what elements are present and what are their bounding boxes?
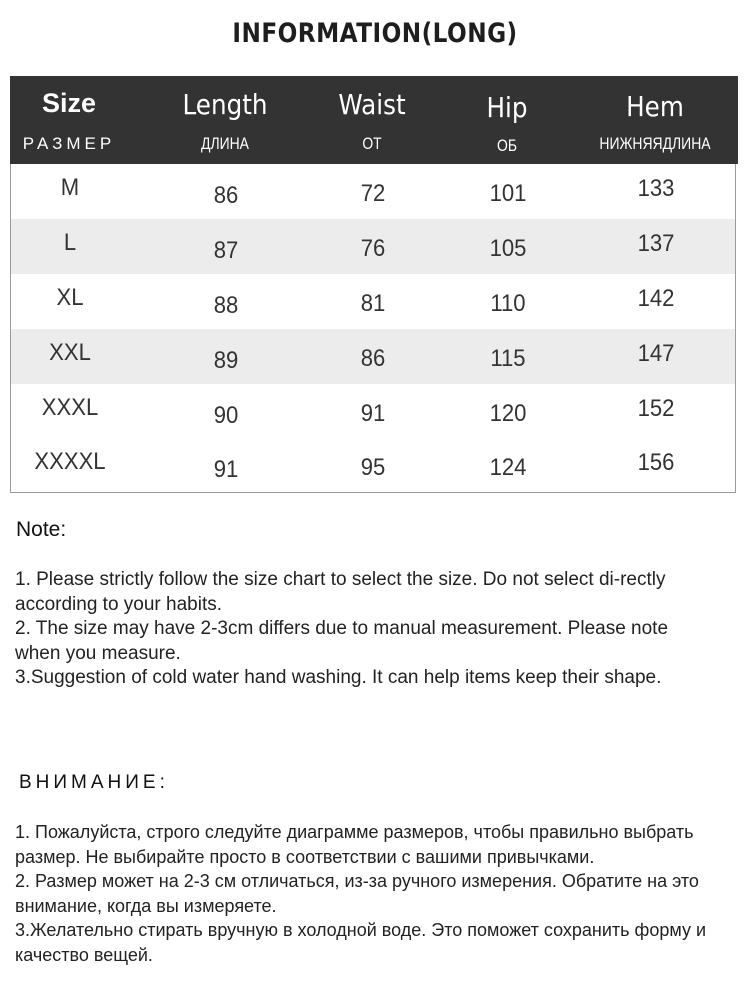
note-ru-list: [15, 820, 735, 968]
table-row: [11, 164, 735, 219]
note-list: [15, 568, 715, 691]
page-title: INFORMATION(LONG): [232, 18, 518, 49]
table-row: [11, 384, 735, 439]
cell-length: 88: [213, 292, 239, 319]
header-size-ru: РАЗМЕР: [22, 134, 116, 153]
cell-size: XXXXL: [34, 448, 106, 475]
cell-hem: 147: [637, 340, 675, 367]
cell-waist: 76: [360, 235, 386, 262]
cell-waist: 81: [360, 290, 386, 317]
cell-hip: 120: [489, 400, 527, 427]
table-row: [11, 329, 735, 384]
cell-hip: 115: [490, 345, 526, 372]
cell-hip: 110: [490, 290, 526, 317]
cell-length: 91: [213, 456, 239, 483]
cell-waist: 95: [360, 454, 386, 481]
cell-size: L: [63, 229, 77, 256]
header-length: [160, 76, 290, 164]
note-ru-heading: ВНИМАНИЕ:: [19, 772, 169, 793]
header-hem-ru: НИЖНЯЯДЛИНА: [599, 134, 711, 153]
table-row: [11, 438, 735, 493]
header-hem-en: Hem: [626, 90, 684, 123]
note-heading: Note:: [16, 518, 67, 541]
cell-hip: 124: [489, 454, 527, 481]
table-row: [11, 219, 735, 274]
header-size: [10, 76, 128, 164]
cell-size: M: [60, 174, 80, 201]
cell-size: XXL: [49, 339, 91, 366]
note-ru-item: 2. Размер может на 2-3 см отличаться, из-за ручного измерения. Обратите на это внимание, когда вы измеряете.: [15, 871, 699, 916]
note-item: 3.Suggestion of cold water hand washing. It can help items keep their shape.: [15, 667, 662, 689]
cell-length: 90: [213, 402, 239, 429]
cell-hem: 133: [637, 175, 675, 202]
cell-hip: 101: [489, 180, 527, 207]
note-ru-item: 3.Желательно стирать вручную в холодной воде. Это поможет сохранить форму и качество вещей.: [15, 920, 707, 965]
note-item: 2. The size may have 2-3cm differs due to manual measurement. Please note when you measure.: [15, 618, 669, 664]
cell-hem: 142: [637, 285, 675, 312]
cell-size: XXXL: [41, 394, 99, 421]
cell-length: 86: [213, 182, 239, 209]
header-hip-en: Hip: [486, 91, 528, 124]
note-item: 1. Please strictly follow the size chart to select the size. Do not select di-rectly according to your habits.: [15, 569, 666, 615]
note-ru-item: 1. Пожалуйста, строго следуйте диаграмме размеров, чтобы правильно выбрать размер. Не выбирайте просто в соответствии с вашими привычками.: [15, 822, 694, 867]
table-row: [11, 274, 735, 329]
cell-hem: 137: [637, 230, 675, 257]
header-hem: [580, 76, 730, 164]
cell-hem: 152: [637, 395, 675, 422]
header-waist: [308, 76, 436, 164]
header-hip: [450, 76, 564, 164]
cell-waist: 91: [360, 400, 386, 427]
cell-length: 89: [213, 347, 239, 374]
header-waist-ru: ОТ: [362, 134, 382, 153]
header-length-en: Length: [182, 88, 268, 121]
header-hip-ru: ОБ: [496, 136, 517, 155]
size-chart-table: [10, 76, 736, 493]
cell-length: 87: [213, 237, 239, 264]
cell-hip: 105: [489, 235, 527, 262]
cell-hem: 156: [637, 449, 675, 476]
header-waist-en: Waist: [338, 88, 406, 121]
table-header: [10, 76, 738, 164]
cell-waist: 72: [360, 180, 386, 207]
header-length-ru: ДЛИНА: [201, 134, 249, 153]
header-size-en: Size: [41, 88, 97, 118]
cell-waist: 86: [360, 345, 386, 372]
cell-size: XL: [56, 284, 84, 311]
